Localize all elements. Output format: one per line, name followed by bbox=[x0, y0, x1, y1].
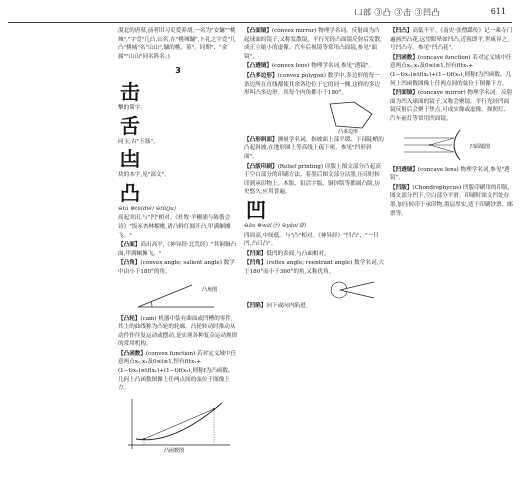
entry-headword: 【凹版】 bbox=[390, 184, 413, 191]
page-number: 611 bbox=[490, 7, 506, 16]
entry-headword: 【凸形斜面】 bbox=[244, 136, 278, 143]
entry-text: 高出高平,《神异经·北荒经》"其铜铜凸面,甲满蛔摊飞。" bbox=[118, 242, 237, 257]
entry-text: 高低不平。《南史·张僧繇传》记一乘寺门遍画凹凸花,远望眼晕如凹凸,近视即平,世咸异之,号凹凸寺。参见"凹凸花"。 bbox=[390, 28, 513, 52]
headword-char: 击 bbox=[120, 79, 140, 104]
entry-headword: 【凹面】 bbox=[244, 250, 267, 257]
dict-entry bbox=[390, 166, 514, 183]
entry-text: 低凹的表面,与凸面相对。 bbox=[266, 250, 330, 257]
dict-entry bbox=[244, 163, 384, 197]
running-head: 凵部 ③凸 ③击 ③凹凸 bbox=[354, 8, 440, 17]
entry-text: (cam) 机器中装有曲面或凹槽的零件,其上的曲线称为凸轮的轮廓。凸轮转动时推动从动件作往复运动或摆动,是实现各种复杂运动规律的常用机构。 bbox=[118, 315, 238, 348]
entry-text: (convex polygon) 数学中,多边形的每一条边所在直线都使其余各边位于它的同一侧,这样的多边形叫凸多边形。其每个内角都小于180°。 bbox=[244, 72, 381, 97]
dict-entry bbox=[244, 72, 384, 98]
char-readings: ⊖āo ⊜wā(汪) ⊝yǎo(窅) bbox=[244, 222, 307, 229]
entry-headword: 【凹函数】 bbox=[390, 54, 418, 61]
dict-entry bbox=[118, 259, 238, 276]
dict-entry bbox=[244, 27, 384, 61]
convex-polygon-figure bbox=[244, 100, 382, 134]
dict-entry bbox=[118, 315, 238, 349]
char-definition: 块的本字,见"部文"。 bbox=[118, 172, 170, 179]
column-middle bbox=[244, 27, 384, 494]
entry-text: (concave function) 若对定义域中任意两点x₁,x₂及0≤t≤1,恒有f(tx₁+(1−t)x₂)≥tf(x₁)+(1−t)f(x₂),则称f为凹函数。几何上凹函数图像上任两点间的弦位于图像下方。 bbox=[390, 54, 512, 87]
convex-function-figure bbox=[118, 395, 236, 453]
headword-char: 凹 bbox=[246, 197, 266, 222]
entry-text: (concave lens) 物理学名词,参见"透镜"。 bbox=[390, 166, 510, 182]
entry-headword: 【凹凸】 bbox=[390, 28, 413, 34]
figure-caption: 凸多边形 bbox=[338, 128, 359, 134]
char-definition: 高起突出,与"凹"相对。《杜牧·羊栅浦与陈偕会诗》"饭豕杏林榴桃,诸凸鲜红圆开凸,甲满蛔摊飞。" bbox=[118, 215, 231, 239]
entry-text: (convex mirror) 物理学名词。反射面为凸起球面的镜子,又称发散镜。平行光经凸面镜反射后发散,成正立缩小的虚像。汽车后视镜等常用凸面镜,参见"面镜"。 bbox=[244, 28, 382, 60]
dict-entry bbox=[244, 136, 384, 162]
entry-headword: 【凹陷】 bbox=[244, 303, 267, 310]
figure-caption: 凸角图 bbox=[202, 286, 218, 293]
convex-angle-figure bbox=[118, 279, 236, 313]
entry-text: (convex angle; salient angle) 数学中由小于180°的角。 bbox=[118, 260, 235, 275]
entry-text: (concave mirror) 物理学名词。反射面为凹入球面的镜子,又称会聚镜。平行光经凹面镜反射后会聚于焦点,可成实像或虚像。探照灯、汽车前灯等常用凹面镜。 bbox=[390, 90, 513, 122]
reflex-angle-figure bbox=[244, 278, 382, 300]
figure-caption: 凸函数图 bbox=[164, 447, 185, 453]
entry-headword: 【凹透镜】 bbox=[390, 166, 418, 173]
entry-text: (convex function) 若对定义域中任意两点x₁,x₂及0≤t≤1,恒有f(tx₁+(1−t)x₂)≤tf(x₁)+(1−t)f(x₂),则称f为凸函数。几何上凸函数图像上任两点间的弦位于图像上方。 bbox=[118, 350, 237, 392]
section-number: 3 bbox=[175, 66, 181, 76]
entry-headword: 【凸多边形】 bbox=[244, 72, 278, 79]
headword-char: 舌 bbox=[120, 113, 140, 138]
entry-headword: 【凸角】 bbox=[118, 260, 141, 267]
entry-text: (Chondrophycus) 凹版印刷用的印版,图文部分凹下,空白部分平滑。印刷时图文凹处存墨,加压转印于承印物,墨层厚实,适于印刷钞票、邮票等。 bbox=[390, 184, 513, 217]
dict-entry bbox=[390, 89, 514, 123]
entry-text: 测量学名词。指坡面上部平缓、下部陡峭的凸起斜坡,在地形图上等高线上疏下密。参见"凹形斜面"。 bbox=[244, 136, 384, 160]
dict-entry bbox=[244, 259, 384, 276]
entry-text: (convex lens) 物理学名词,参见"透镜"。 bbox=[271, 63, 375, 70]
dict-entry bbox=[244, 250, 384, 259]
entry-headword: 【凸透镜】 bbox=[244, 63, 272, 70]
dict-entry bbox=[390, 184, 514, 218]
entry-headword: 【凸面】 bbox=[118, 242, 141, 249]
dict-entry bbox=[118, 241, 238, 258]
continued-text: 漠北的唐墓,前者旧习吏爱养胡,一名为"安镛""桃城","宇壹"几凸,山名,在"桃城镛",卜礼之宇壹"几凸"桃城"名"山山",镛的桃、墓"。同期"、"金属""山山"同名阵名。) bbox=[118, 28, 236, 60]
entry-headword: 【凸版印刷】 bbox=[244, 163, 278, 170]
entry-headword: 【凸面镜】 bbox=[244, 28, 272, 34]
dict-entry bbox=[244, 62, 384, 71]
column-right bbox=[390, 27, 514, 494]
entry-text: (reflex angle; reentrant angle) 数学名词,大于180°而小于360°的角,又称优角。 bbox=[244, 260, 384, 275]
entry-headword: 【凸函数】 bbox=[118, 350, 146, 357]
char-definition: 撃的简字。 bbox=[118, 104, 146, 111]
char-readings: ⊖tú ⊜tū(dié) ⊝tū(ju) bbox=[118, 205, 176, 212]
entry-headword: 【凸轮】 bbox=[118, 315, 141, 322]
entry-text: (Relief printing) 印版上图文部分凸起高于空白部分的印刷方法。着墨后图文部分沾墨,压印时转印到承印物上。木版、铅活字版、铜锌版等都属凸版,历史悠久,应用普遍。 bbox=[244, 163, 381, 196]
dict-entry bbox=[390, 54, 514, 88]
headword-char: 凸 bbox=[120, 180, 140, 205]
headword-char: 凷 bbox=[120, 147, 140, 172]
figure-caption: 凹面镜图 bbox=[470, 143, 491, 150]
dict-entry bbox=[118, 350, 238, 393]
char-definition: 同玉,古"玉簋"。 bbox=[118, 138, 159, 145]
entry-text: 向下或向内陷进。 bbox=[266, 303, 312, 310]
char-definition: 四周高,中间低。与"凸"相对。《神异经》"凹凸"、"一曰凹,凸曰凸"。 bbox=[244, 232, 379, 248]
entry-headword: 【凹角】 bbox=[244, 260, 267, 267]
concave-mirror-figure bbox=[390, 126, 512, 164]
dict-entry bbox=[244, 302, 384, 311]
column-left bbox=[118, 27, 238, 494]
entry-headword: 【凹面镜】 bbox=[390, 90, 418, 97]
page-header bbox=[8, 4, 512, 23]
dict-entry bbox=[390, 27, 514, 53]
